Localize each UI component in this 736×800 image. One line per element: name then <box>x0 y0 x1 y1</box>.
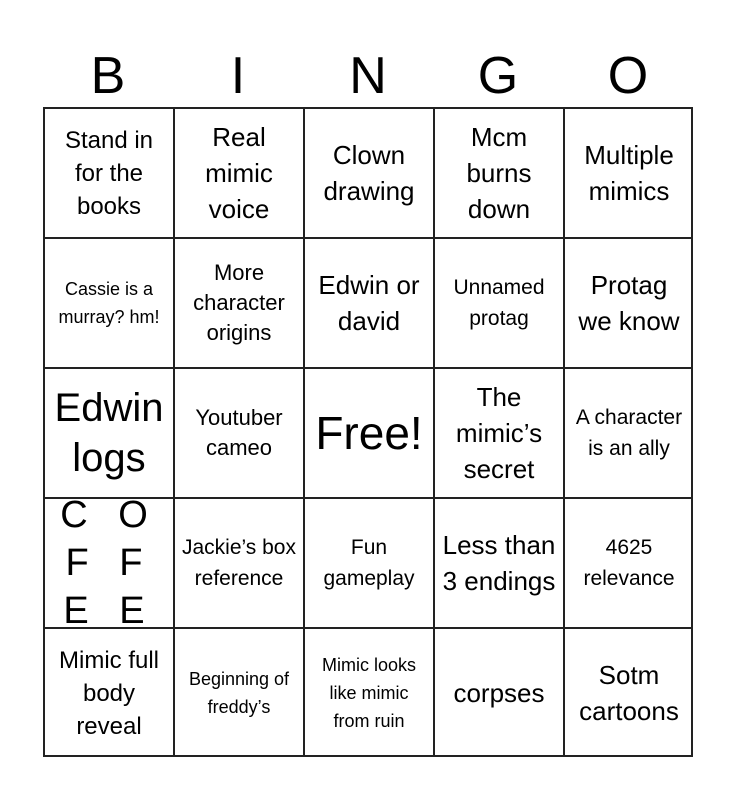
bingo-cell[interactable]: Mcm burns down <box>433 107 563 237</box>
bingo-cell[interactable]: Real mimic voice <box>173 107 303 237</box>
bingo-header <box>43 44 693 108</box>
bingo-cell[interactable]: Fun gameplay <box>303 497 433 627</box>
bingo-cell[interactable]: Cassie is a murray? hm! <box>43 237 173 367</box>
bingo-cell[interactable]: More character origins <box>173 237 303 367</box>
header-letter-o: O <box>607 47 649 105</box>
bingo-cell[interactable]: Edwin or david <box>303 237 433 367</box>
bingo-cell[interactable]: Stand in for the books <box>43 107 173 237</box>
bingo-cell[interactable]: Protag we know <box>563 237 693 367</box>
header-letter-n: N <box>349 47 387 105</box>
bingo-cell[interactable]: Less than 3 endings <box>433 497 563 627</box>
bingo-cell[interactable]: corpses <box>433 627 563 757</box>
bingo-cell[interactable]: Unnamed protag <box>433 237 563 367</box>
bingo-cell[interactable]: The mimic’s secret <box>433 367 563 497</box>
bingo-cell[interactable]: A character is an ally <box>563 367 693 497</box>
bingo-cell[interactable]: Clown drawing <box>303 107 433 237</box>
bingo-cell[interactable]: Sotm cartoons <box>563 627 693 757</box>
bingo-cell[interactable]: Jackie’s box reference <box>173 497 303 627</box>
bingo-cell[interactable]: C O F F E E <box>43 497 173 627</box>
bingo-cell-free[interactable]: Free! <box>303 367 433 497</box>
bingo-cell[interactable]: Multiple mimics <box>563 107 693 237</box>
bingo-cell[interactable]: Edwin logs <box>43 367 173 497</box>
bingo-cell[interactable]: Mimic looks like mimic from ruin <box>303 627 433 757</box>
bingo-cell[interactable]: Beginning of freddy’s <box>173 627 303 757</box>
bingo-grid <box>43 107 693 757</box>
header-letter-g: G <box>477 47 519 105</box>
header-letter-b: B <box>90 47 126 105</box>
bingo-cell[interactable]: 4625 relevance <box>563 497 693 627</box>
bingo-cell[interactable]: Mimic full body reveal <box>43 627 173 757</box>
header-letter-i: I <box>230 47 246 105</box>
bingo-cell[interactable]: Youtuber cameo <box>173 367 303 497</box>
